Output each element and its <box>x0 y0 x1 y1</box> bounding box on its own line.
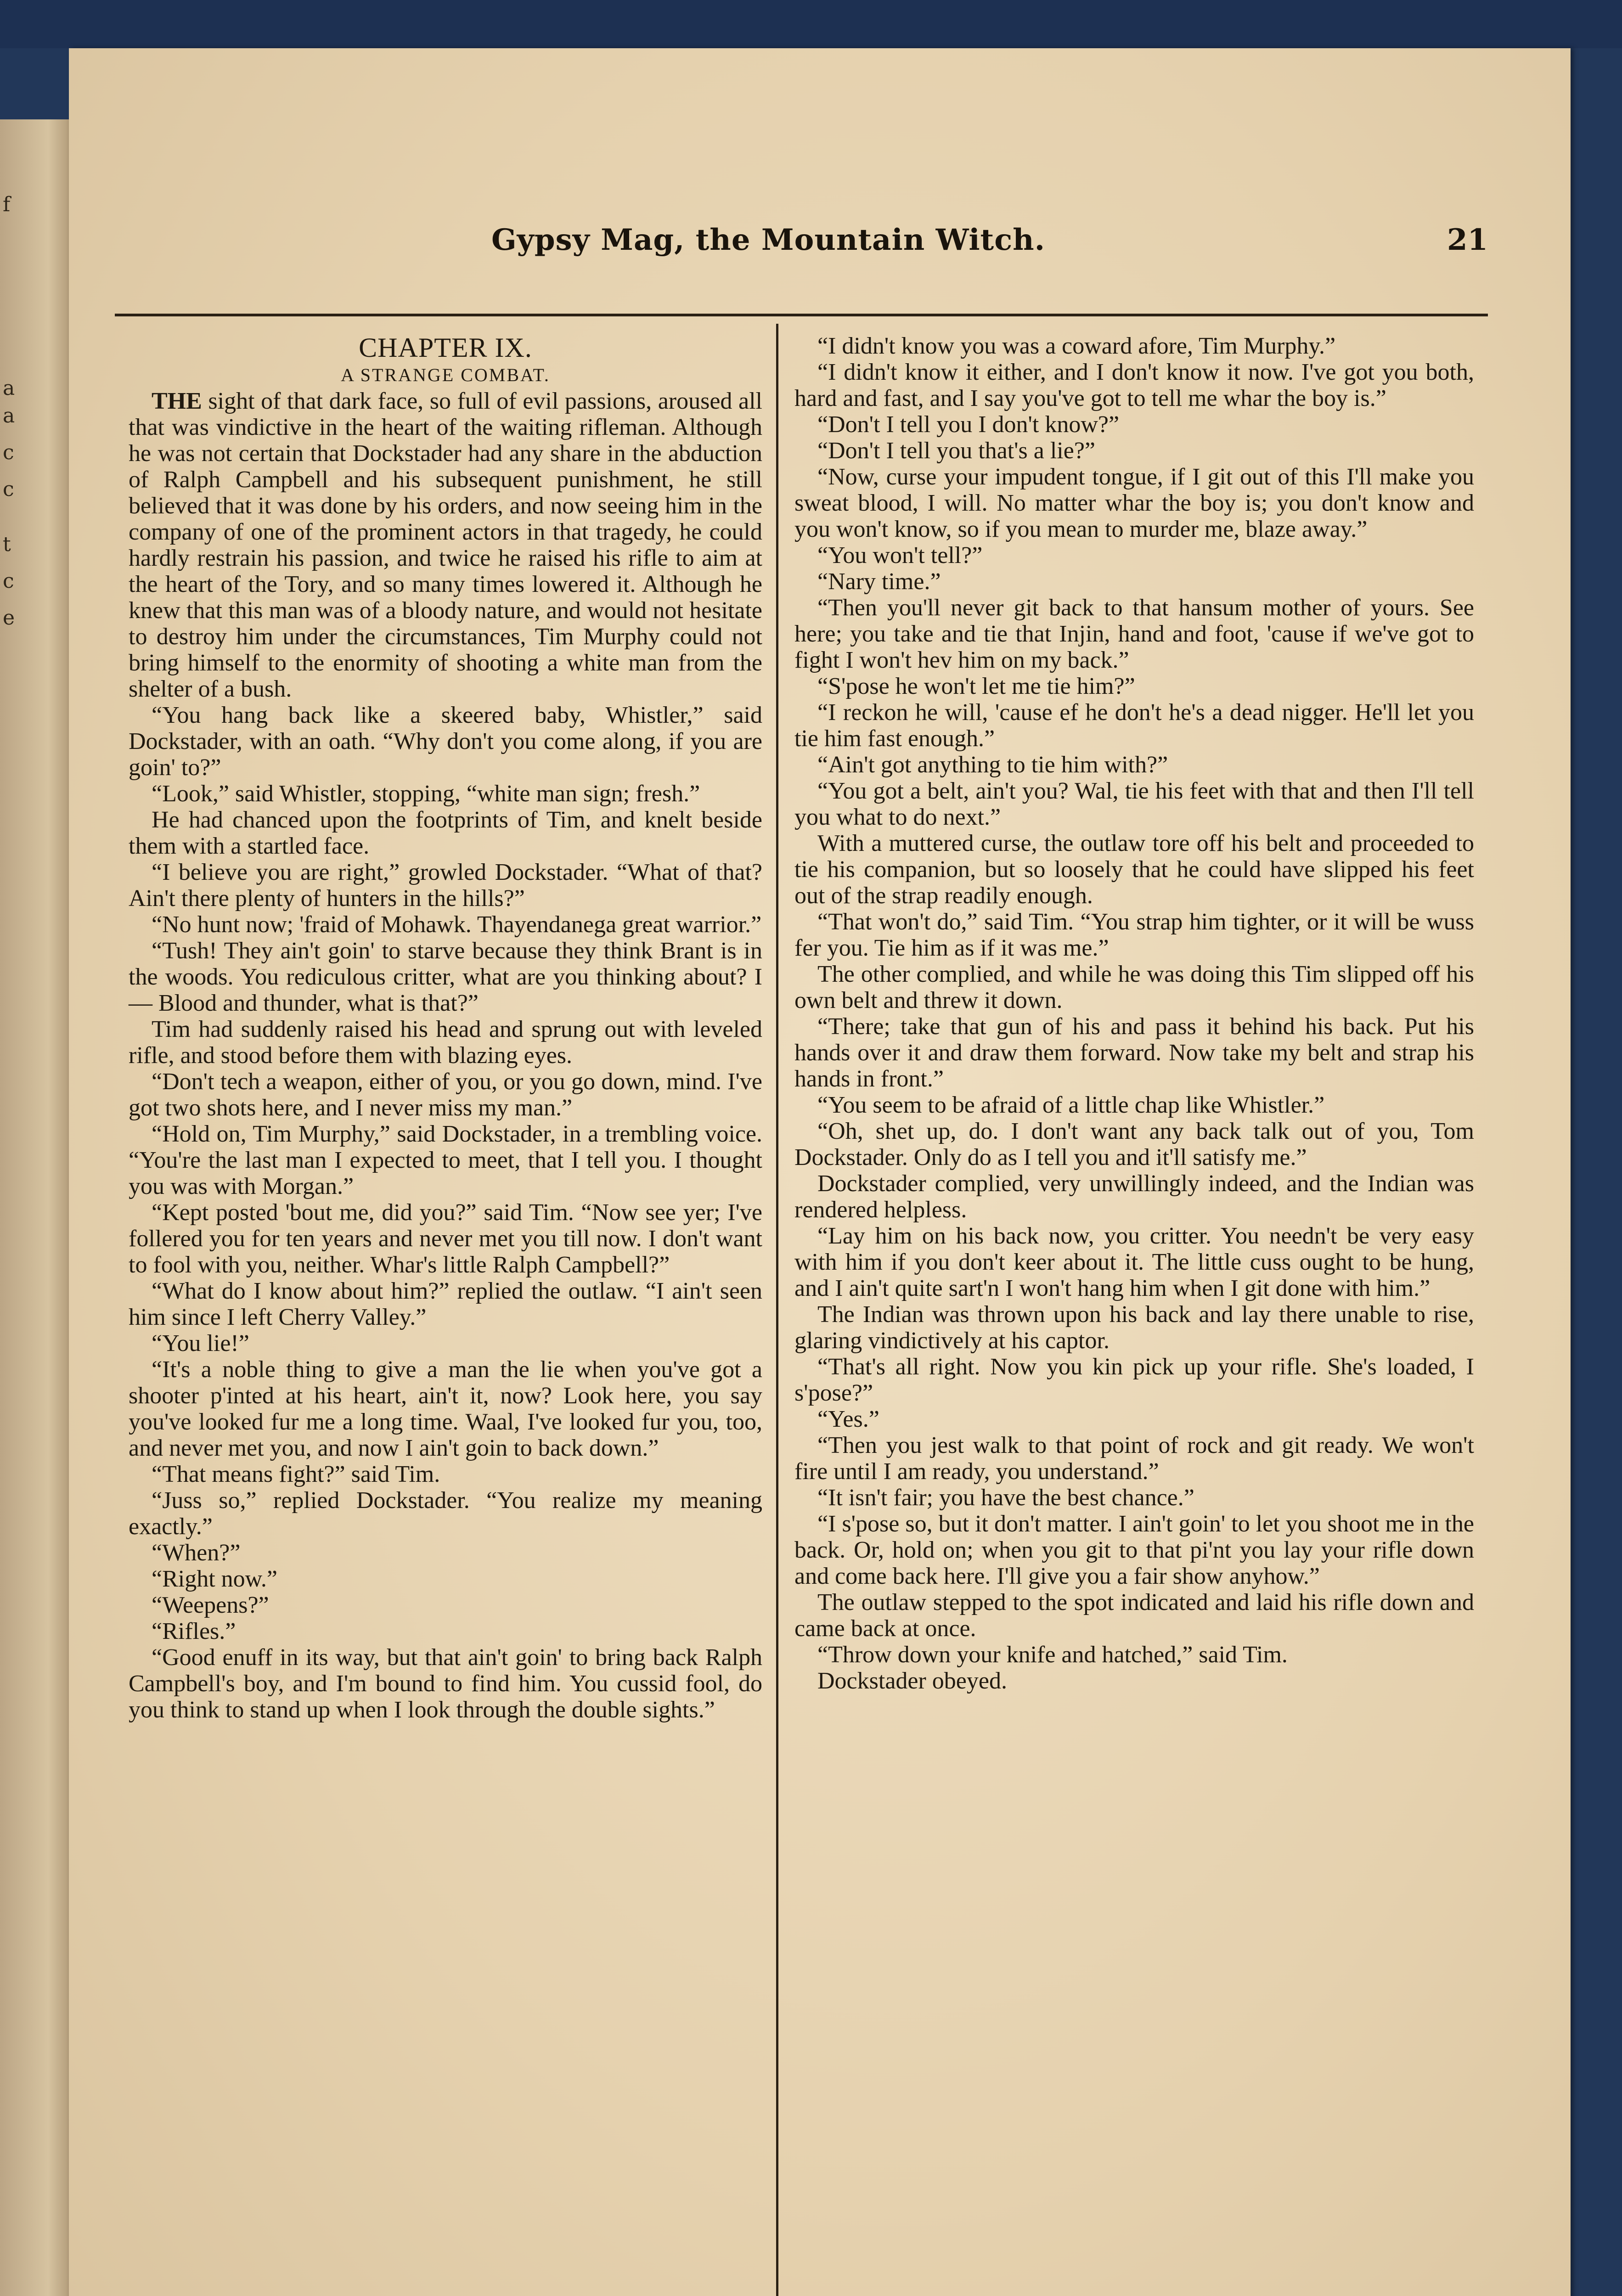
left-page-fragment: a <box>3 404 15 424</box>
paragraph <box>794 1485 1474 1511</box>
paragraph <box>794 542 1474 568</box>
paragraph-text: “Oh, shet up, do. I don't want any back talk out of you, Tom Dockstader. Only do as I tell you and it'll satisfy me.” <box>794 1118 1474 1171</box>
paragraph-text: “I didn't know you was a coward afore, Tim Murphy.” <box>817 333 1336 359</box>
paragraph <box>794 1301 1474 1354</box>
paragraph-text: “What do I know about him?” replied the outlaw. “I ain't seen him since I left Cherry Valley.” <box>129 1278 762 1330</box>
paragraph-text: “Look,” said Whistler, stopping, “white man sign; fresh.” <box>152 781 700 807</box>
paragraph <box>129 702 762 781</box>
paragraph <box>129 938 762 1016</box>
paragraph <box>794 333 1474 359</box>
paragraph <box>794 1642 1474 1668</box>
paragraph <box>794 1406 1474 1432</box>
paragraph-text: “Now, curse your impudent tongue, if I git out of this I'll make you sweat blood, I will. No matter whar the boy is; you don't know and you won't know, so if you mean to murder me, blaze away.” <box>794 464 1474 542</box>
paragraph <box>794 438 1474 464</box>
paragraph <box>794 1118 1474 1171</box>
paragraph-text: The Indian was thrown upon his back and lay there unable to rise, glaring vindictively at his captor. <box>794 1301 1474 1354</box>
left-page-fragment: e <box>3 606 15 626</box>
paragraph-text: “Don't I tell you I don't know?” <box>817 411 1120 438</box>
paragraph-text: “Don't tech a weapon, either of you, or you go down, mind. I've got two shots here, and I never miss my man.” <box>129 1069 762 1121</box>
paragraph <box>794 1589 1474 1642</box>
paragraph <box>794 464 1474 542</box>
paragraph <box>794 359 1474 411</box>
paragraph <box>794 752 1474 778</box>
paragraph-text: “S'pose he won't let me tie him?” <box>817 673 1135 699</box>
left-page-edge <box>0 119 70 2296</box>
paragraph-text: “Then you'll never git back to that hansum mother of yours. See here; you take and tie that Injin, hand and foot, 'cause if we've got to fight I won't hev him on my back.” <box>794 595 1474 673</box>
paragraph-text: “Then you jest walk to that point of rock and git ready. We won't fire until I am ready, you understand.” <box>794 1432 1474 1485</box>
paragraph-text: “Rifles.” <box>152 1618 236 1644</box>
paragraph <box>129 1618 762 1644</box>
paragraph <box>794 1092 1474 1118</box>
paragraph <box>129 1278 762 1330</box>
chapter-subtitle: A STRANGE COMBAT. <box>341 365 550 385</box>
right-column <box>794 333 1474 1694</box>
paragraph <box>129 1461 762 1487</box>
paragraph-text: The other complied, and while he was doing this Tim slipped off his own belt and threw it down. <box>794 961 1474 1013</box>
paragraph <box>794 1432 1474 1485</box>
paragraph-text: sight of that dark face, so full of evil passions, aroused all that was vindictive in the heart of the waiting rifleman. Although he was not certain that Dockstader had any share in the abduction of Ralph Campbell and his subsequent punishment, he still believed that it was done by his orders, and now seeing him in the company of one of the prominent actors in that tragedy, he could hardly restrain his passion, and twice he raised his rifle to aim at the heart of the Tory, and so many times lowered it. Although he knew that this man was of a bloody nature, and would not hesitate to destroy him under the circumstances, Tim Murphy could not bring himself to the enormity of shooting a white man from the shelter of a bush. <box>129 388 762 702</box>
paragraph-text: “Lay him on his back now, you critter. You needn't be very easy with him if you don't keer about it. The little cuss ought to be hung, and I ain't quite sart'n I won't hang him when I git done with him.” <box>794 1223 1474 1301</box>
paragraph <box>129 781 762 807</box>
paragraph <box>794 699 1474 752</box>
paragraph <box>794 1013 1474 1092</box>
paragraph-text: Dockstader complied, very unwillingly indeed, and the Indian was rendered helpless. <box>794 1171 1474 1223</box>
paragraph <box>129 807 762 859</box>
paragraph-text: “Tush! They ain't goin' to starve because they think Brant is in the woods. You rediculous critter, what are you thinking about? I— Blood and thunder, what is that?” <box>129 938 762 1016</box>
paragraph-text: “I s'pose so, but it don't matter. I ain't goin' to let you shoot me in the back. Or, hold on; when you git to that pi'nt you lay your rifle down and come back here. I'll give you a fair show anyhow.” <box>794 1511 1474 1589</box>
paragraph <box>129 1566 762 1592</box>
left-page-fragment: c <box>3 569 14 590</box>
left-page-fragment: c <box>3 478 14 498</box>
paragraph-text: “That's all right. Now you kin pick up your rifle. She's loaded, I s'pose?” <box>794 1354 1474 1406</box>
paragraph-text: He had chanced upon the footprints of Tim, and knelt beside them with a startled face. <box>129 807 762 859</box>
paragraph <box>794 568 1474 595</box>
paragraph-text: “Good enuff in its way, but that ain't goin' to bring back Ralph Campbell's boy, and I'm bound to find him. You cussid fool, do you think to stand up when I look through the double sights.” <box>129 1644 762 1723</box>
paragraph <box>129 912 762 938</box>
left-page-fragment: a <box>3 377 15 397</box>
paragraph-text: “There; take that gun of his and pass it behind his back. Put his hands over it and draw them forward. Now take my belt and strap his hands in front.” <box>794 1013 1474 1092</box>
paragraph-text: “I didn't know it either, and I don't know it now. I've got you both, hard and fast, and I say you've got to tell me whar the boy is.” <box>794 359 1474 411</box>
paragraph <box>129 859 762 912</box>
paragraph <box>794 830 1474 909</box>
paragraph <box>129 1356 762 1461</box>
lead-word: THE <box>152 388 202 414</box>
paragraph-text: “Yes.” <box>817 1406 879 1432</box>
paragraph <box>129 1121 762 1199</box>
header-rule <box>115 314 1488 316</box>
running-header <box>115 214 1488 287</box>
column-divider <box>776 324 778 2296</box>
paragraph <box>794 411 1474 438</box>
paragraph <box>794 673 1474 699</box>
paragraph-text: “You seem to be afraid of a little chap like Whistler.” <box>817 1092 1325 1118</box>
paragraph-text: “Juss so,” replied Dockstader. “You realize my meaning exactly.” <box>129 1487 762 1540</box>
paragraph <box>129 1199 762 1278</box>
paragraph <box>794 778 1474 830</box>
left-column-text <box>129 388 762 1723</box>
book-page <box>69 48 1571 2296</box>
paragraph-text: “Kept posted 'bout me, did you?” said Tim. “Now see yer; I've follered you for ten years and never met you till now. I don't want to fool with you, neither. Whar's little Ralph Campbell?” <box>129 1199 762 1278</box>
paragraph-text: “Ain't got anything to tie him with?” <box>817 752 1168 778</box>
paragraph-text: “Throw down your knife and hatched,” said Tim. <box>817 1642 1288 1668</box>
paragraph-text: The outlaw stepped to the spot indicated and laid his rifle down and came back at once. <box>794 1589 1474 1642</box>
right-column-text <box>794 333 1474 1694</box>
paragraph-text: “You lie!” <box>152 1330 249 1356</box>
paragraph <box>794 595 1474 673</box>
paragraph-text: “Right now.” <box>152 1566 277 1592</box>
chapter-title: CHAPTER IX. <box>359 332 532 363</box>
paragraph <box>129 1487 762 1540</box>
paragraph-text: “Hold on, Tim Murphy,” said Dockstader, in a trembling voice. “You're the last man I expected to meet, that I tell you. I thought you was with Morgan.” <box>129 1121 762 1199</box>
paragraph <box>794 1171 1474 1223</box>
paragraph-text: “That won't do,” said Tim. “You strap him tighter, or it will be wuss fer you. Tie him as if it was me.” <box>794 909 1474 961</box>
paragraph <box>794 1511 1474 1589</box>
paragraph-text: “When?” <box>152 1540 241 1566</box>
paragraph <box>794 961 1474 1013</box>
paragraph-text: “You got a belt, ain't you? Wal, tie his feet with that and then I'll tell you what to do next.” <box>794 778 1474 830</box>
paragraph <box>794 1223 1474 1301</box>
page-number: 21 <box>1447 223 1488 257</box>
paragraph <box>129 1016 762 1069</box>
paragraph-text: “You won't tell?” <box>817 542 983 568</box>
paragraph-text: “You hang back like a skeered baby, Whistler,” said Dockstader, with an oath. “Why don't you come along, if you are goin' to?” <box>129 702 762 781</box>
paragraph-text: “Weepens?” <box>152 1592 269 1618</box>
left-page-fragment: c <box>3 441 14 461</box>
header-title: Gypsy Mag, the Mountain Witch. <box>491 223 1045 257</box>
left-column <box>129 333 762 1723</box>
paragraph-text: “Don't I tell you that's a lie?” <box>817 438 1095 464</box>
left-page-fragment: f <box>3 193 11 213</box>
left-page-fragment: t <box>3 533 11 553</box>
paragraph <box>794 1354 1474 1406</box>
paragraph-text: Tim had suddenly raised his head and sprung out with leveled rifle, and stood before them with blazing eyes. <box>129 1016 762 1069</box>
paragraph <box>129 388 762 702</box>
paragraph <box>129 1592 762 1618</box>
paragraph-text: With a muttered curse, the outlaw tore off his belt and proceeded to tie his companion, but so loosely that he could have slipped his feet out of the strap readily enough. <box>794 830 1474 909</box>
paragraph-text: “That means fight?” said Tim. <box>152 1461 440 1487</box>
paragraph <box>129 1540 762 1566</box>
paragraph-text: “I reckon he will, 'cause ef he don't he's a dead nigger. He'll let you tie him fast enough.” <box>794 699 1474 752</box>
paragraph <box>129 1069 762 1121</box>
paragraph-text: “I believe you are right,” growled Dockstader. “What of that? Ain't there plenty of hunters in the hills?” <box>129 859 762 912</box>
paragraph-text: “It's a noble thing to give a man the lie when you've got a shooter p'inted at his heart, ain't it, now? Look here, you say you've looked fur me a long time. Waal, I've looked fur you, too, and never met you, and now I ain't goin to back down.” <box>129 1356 762 1461</box>
paragraph <box>794 909 1474 961</box>
paragraph <box>794 1668 1474 1694</box>
paragraph-text: “No hunt now; 'fraid of Mohawk. Thayendanega great warrior.” <box>152 912 762 938</box>
background-top <box>0 0 1622 48</box>
paragraph-text: “It isn't fair; you have the best chance.” <box>817 1485 1194 1511</box>
paragraph-text: Dockstader obeyed. <box>817 1668 1007 1694</box>
paragraph <box>129 1330 762 1356</box>
paragraph <box>129 1644 762 1723</box>
paragraph-text: “Nary time.” <box>817 568 941 595</box>
